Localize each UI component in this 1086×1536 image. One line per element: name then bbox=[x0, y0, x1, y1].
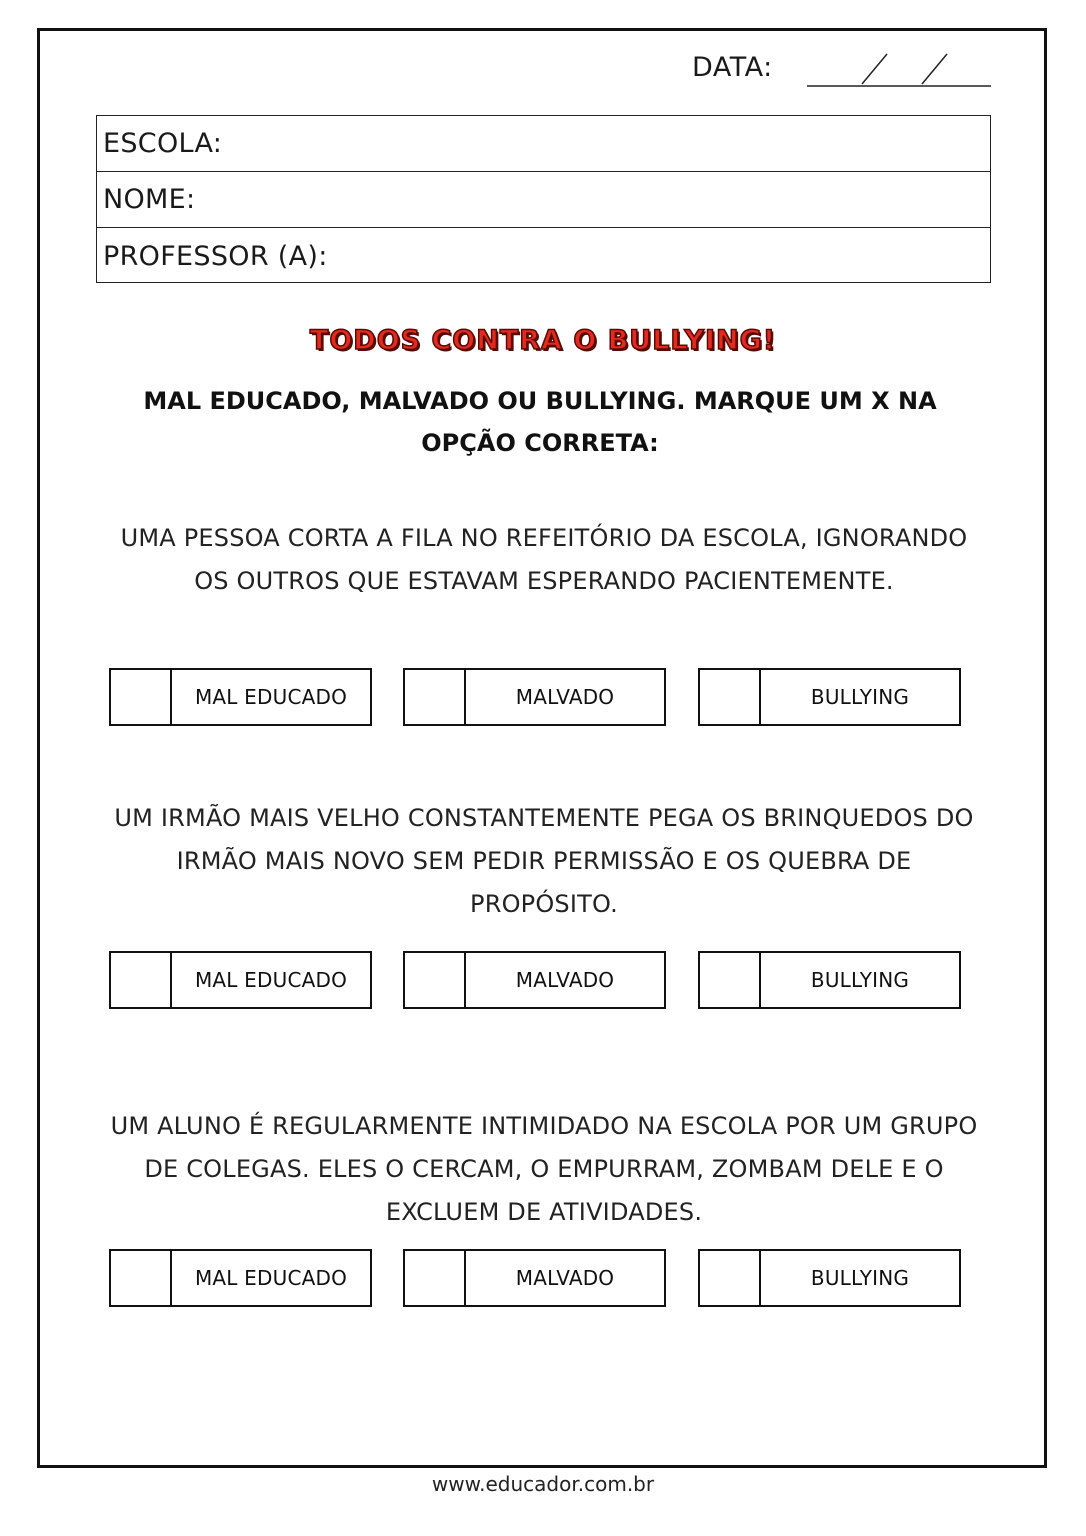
worksheet-title bbox=[0, 325, 1086, 356]
question-3-text: UM ALUNO É REGULARMENTE INTIMIDADO NA ESCOLA POR UM GRUPO DE COLEGAS. ELES O CERCAM, O EMPURRAM, ZOMBAM DELE E O EXCLUEM DE ATIVIDADES. bbox=[110, 1112, 978, 1226]
q2-option-malvado[interactable] bbox=[403, 951, 666, 1009]
date-label: DATA: bbox=[692, 52, 773, 83]
option-label: MALVADO bbox=[515, 1266, 615, 1290]
q3-option-mal-educado[interactable] bbox=[109, 1249, 372, 1307]
option-label: BULLYING bbox=[810, 1266, 910, 1290]
q2-option-bullying[interactable] bbox=[698, 951, 961, 1009]
footer-url: www.educador.com.br bbox=[431, 1472, 655, 1496]
option-label: MALVADO bbox=[515, 968, 615, 992]
option-label: MALVADO bbox=[515, 685, 615, 709]
q2-checkbox-bullying[interactable] bbox=[700, 953, 761, 1007]
school-label: ESCOLA: bbox=[103, 128, 223, 159]
title-text: TODOS CONTRA O BULLYING! bbox=[309, 325, 777, 356]
option-label: BULLYING bbox=[810, 968, 910, 992]
q1-option-bullying[interactable] bbox=[698, 668, 961, 726]
question-1-text: UMA PESSOA CORTA A FILA NO REFEITÓRIO DA ESCOLA, IGNORANDO OS OUTROS QUE ESTAVAM ESPERANDO PACIENTEMENTE. bbox=[120, 524, 968, 595]
option-label: BULLYING bbox=[810, 685, 910, 709]
school-field[interactable] bbox=[97, 116, 990, 172]
name-label: NOME: bbox=[103, 184, 196, 215]
q3-checkbox-bullying[interactable] bbox=[700, 1251, 761, 1305]
option-label: MAL EDUCADO bbox=[194, 968, 348, 992]
teacher-label: PROFESSOR (A): bbox=[103, 240, 328, 272]
name-field[interactable] bbox=[97, 172, 990, 228]
q3-checkbox-mal-educado[interactable] bbox=[111, 1251, 172, 1305]
q1-checkbox-bullying[interactable] bbox=[700, 670, 761, 724]
teacher-field[interactable] bbox=[97, 228, 990, 284]
q1-checkbox-mal-educado[interactable] bbox=[111, 670, 172, 724]
q3-checkbox-malvado[interactable] bbox=[405, 1251, 466, 1305]
q2-checkbox-mal-educado[interactable] bbox=[111, 953, 172, 1007]
option-label: MAL EDUCADO bbox=[194, 1266, 348, 1290]
q3-option-malvado[interactable] bbox=[403, 1249, 666, 1307]
q1-checkbox-malvado[interactable] bbox=[405, 670, 466, 724]
q3-option-bullying[interactable] bbox=[698, 1249, 961, 1307]
date-input-line[interactable] bbox=[807, 50, 991, 90]
q2-checkbox-malvado[interactable] bbox=[405, 953, 466, 1007]
q1-option-malvado[interactable] bbox=[403, 668, 666, 726]
option-label: MAL EDUCADO bbox=[194, 685, 348, 709]
q2-option-mal-educado[interactable] bbox=[109, 951, 372, 1009]
question-2-text: UM IRMÃO MAIS VELHO CONSTANTEMENTE PEGA OS BRINQUEDOS DO IRMÃO MAIS NOVO SEM PEDIR PERMISSÃO E OS QUEBRA DE PROPÓSITO. bbox=[114, 804, 974, 918]
instruction-text: MAL EDUCADO, MALVADO OU BULLYING. MARQUE UM X NA OPÇÃO CORRETA: bbox=[143, 387, 937, 457]
header-fields-table bbox=[96, 115, 991, 283]
q1-option-mal-educado[interactable] bbox=[109, 668, 372, 726]
